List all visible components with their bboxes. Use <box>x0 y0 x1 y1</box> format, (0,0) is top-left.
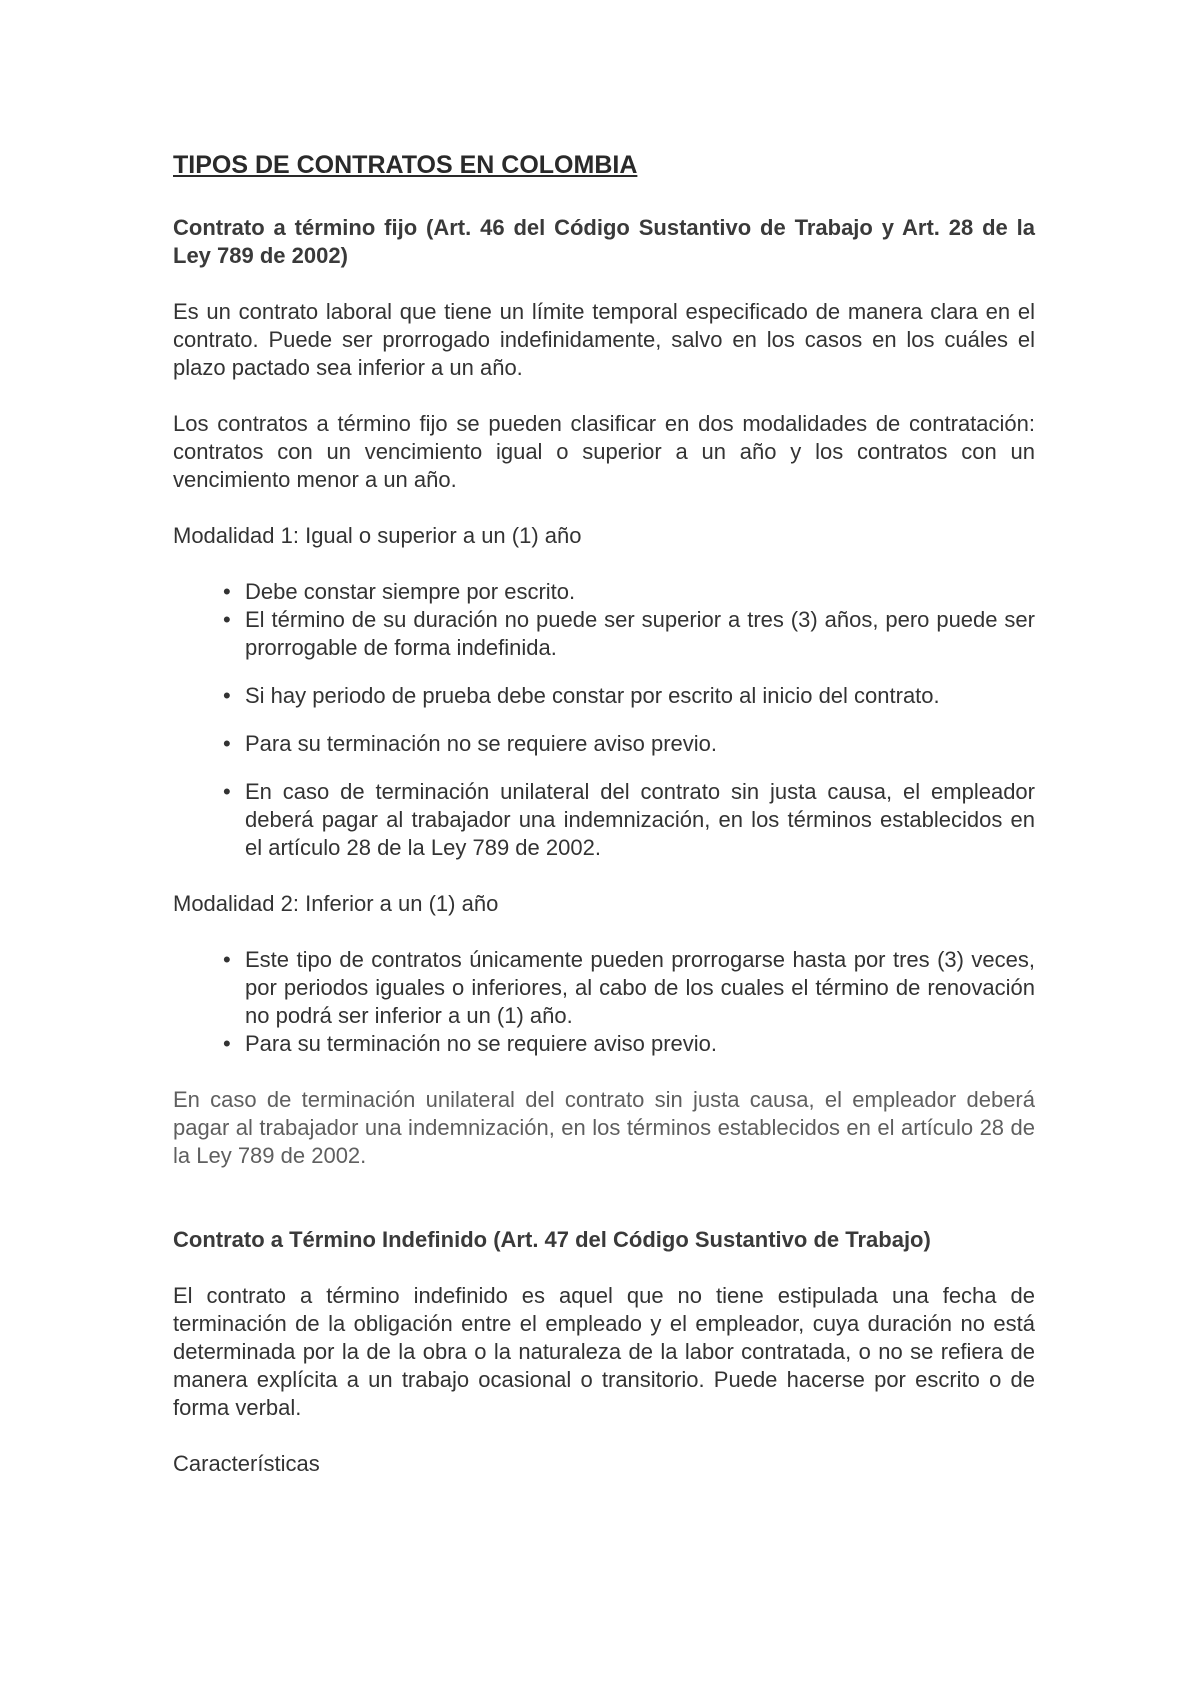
bullet-icon: • <box>223 579 231 604</box>
bullet-icon: • <box>223 1031 231 1056</box>
paragraph-modalidades: Los contratos a término fijo se pueden clasificar en dos modalidades de contratación: contratos con un vencimiento igual o superior a un año y los contratos con un vencimiento menor a un año. <box>173 411 1035 492</box>
list-item-text: Si hay periodo de prueba debe constar por escrito al inicio del contrato. <box>245 683 940 708</box>
bullet-icon: • <box>223 947 231 972</box>
modalidad-1-list <box>223 578 1035 862</box>
list-item <box>223 606 1035 662</box>
list-item-text: Para su terminación no se requiere aviso previo. <box>245 1031 718 1056</box>
modalidad-2-list <box>223 946 1035 1058</box>
list-item <box>223 730 1035 758</box>
paragraph-definition-termino-fijo: Es un contrato laboral que tiene un límite temporal especificado de manera clara en el contrato. Puede ser prorrogado indefinidamente, salvo en los casos en los cuáles el plazo pactado sea inferior a un año. <box>173 299 1035 380</box>
list-item-text: En caso de terminación unilateral del contrato sin justa causa, el empleador deberá pagar al trabajador una indemnización, en los términos establecidos en el artículo 28 de la Ley 789 de 2002. <box>245 779 1035 860</box>
list-item <box>223 1030 1035 1058</box>
list-item-text: Este tipo de contratos únicamente pueden prorrogarse hasta por tres (3) veces, por periodos iguales o inferiores, al cabo de los cuales el término de renovación no podrá ser inferior a un (1) año. <box>245 947 1035 1028</box>
list-item <box>223 682 1035 710</box>
modalidad-1-label: Modalidad 1: Igual o superior a un (1) año <box>173 523 582 548</box>
section-heading-termino-fijo: Contrato a término fijo (Art. 46 del Código Sustantivo de Trabajo y Art. 28 de la Ley 789 de 2002) <box>173 215 1035 268</box>
list-item <box>223 946 1035 1030</box>
paragraph-indemnizacion: En caso de terminación unilateral del contrato sin justa causa, el empleador deberá pagar al trabajador una indemnización, en los términos establecidos en el artículo 28 de la Ley 789 de 2002. <box>173 1087 1035 1168</box>
list-item-text: Debe constar siempre por escrito. <box>245 579 576 604</box>
bullet-icon: • <box>223 779 231 804</box>
modalidad-2-label: Modalidad 2: Inferior a un (1) año <box>173 891 499 916</box>
paragraph-definition-termino-indefinido: El contrato a término indefinido es aquel que no tiene estipulada una fecha de terminación de la obligación entre el empleado y el empleador, cuya duración no está determinada por la de la obra o la naturaleza de la labor contratada, o no se refiera de manera explícita a un trabajo ocasional o transitorio. Puede hacerse por escrito o de forma verbal. <box>173 1283 1035 1420</box>
list-item-text: El término de su duración no puede ser superior a tres (3) años, pero puede ser prorrogable de forma indefinida. <box>245 607 1035 660</box>
document-title: TIPOS DE CONTRATOS EN COLOMBIA <box>173 151 638 179</box>
list-item-text: Para su terminación no se requiere aviso previo. <box>245 731 718 756</box>
bullet-icon: • <box>223 683 231 708</box>
list-item <box>223 778 1035 862</box>
list-item <box>223 578 1035 606</box>
document-page <box>173 150 1035 1478</box>
caracteristicas-label: Características <box>173 1451 320 1476</box>
section-heading-termino-indefinido: Contrato a Término Indefinido (Art. 47 del Código Sustantivo de Trabajo) <box>173 1227 931 1252</box>
bullet-icon: • <box>223 607 231 632</box>
bullet-icon: • <box>223 731 231 756</box>
